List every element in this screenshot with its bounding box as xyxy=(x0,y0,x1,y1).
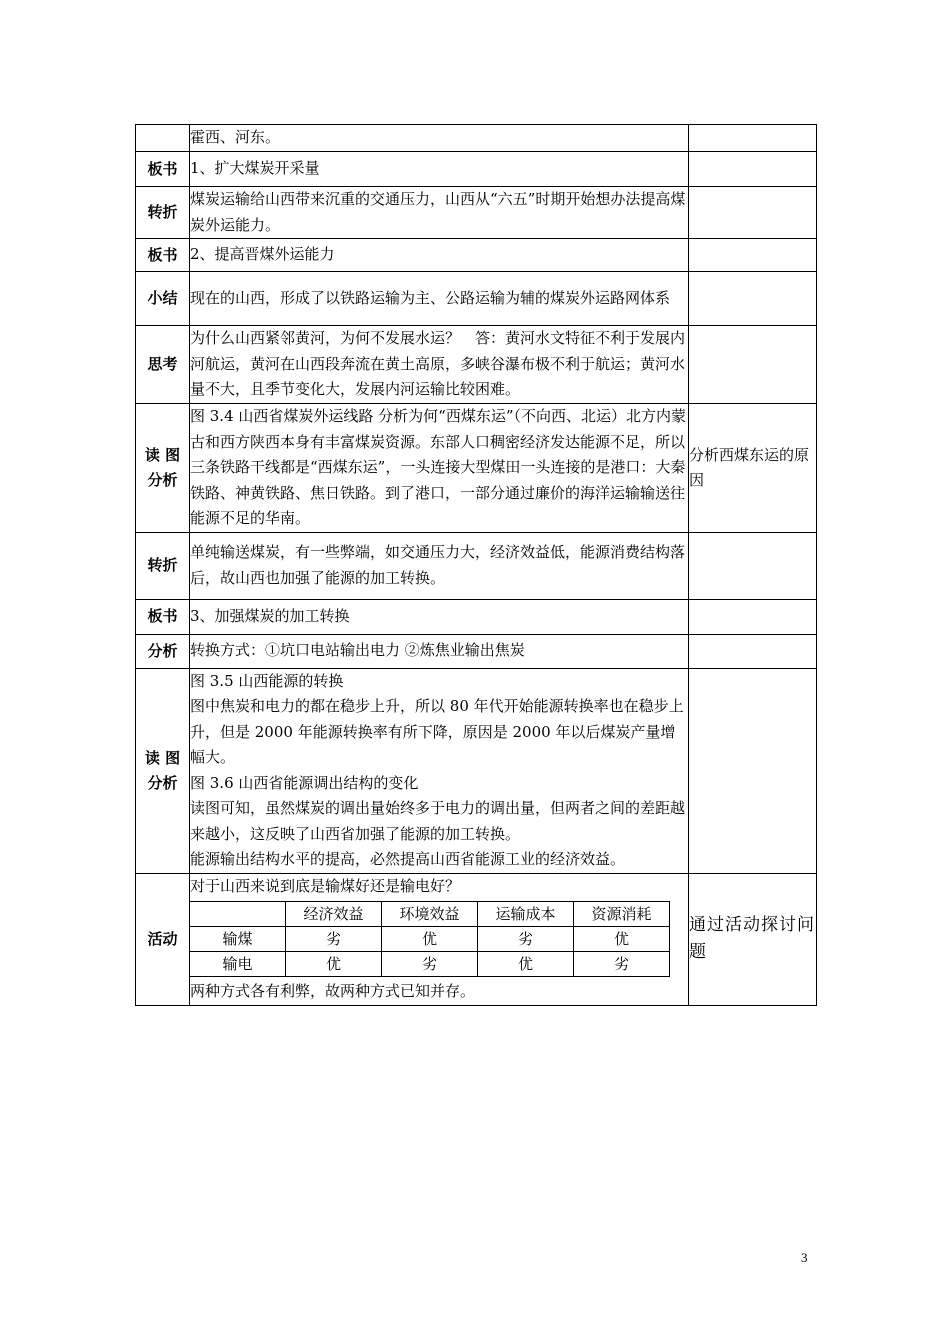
row-label: 小结 xyxy=(136,272,190,326)
table-cell: 优 xyxy=(286,952,382,977)
content-text: 2、提高晋煤外运能力 xyxy=(190,245,335,264)
content-text: 单纯输送煤炭，有一些弊端，如交通压力大，经济效益低，能源消费结构落后，故山西也加强了能源的加工转换。 xyxy=(190,543,686,587)
row-label: 思考 xyxy=(136,326,190,404)
row-label: 分析 xyxy=(136,634,190,668)
figure-caption: 图 3.6 山西省能源调出结构的变化 xyxy=(190,773,419,792)
row-label: 板书 xyxy=(136,239,190,272)
header-cell: 经济效益 xyxy=(286,902,382,927)
table-cell: 劣 xyxy=(382,952,478,977)
row-content xyxy=(190,187,689,239)
row-note xyxy=(689,152,817,187)
row-label: 转折 xyxy=(136,187,190,239)
header-cell: 资源消耗 xyxy=(574,902,670,927)
activity-comparison-table xyxy=(189,901,670,977)
row-label: 板书 xyxy=(136,152,190,187)
content-text: 1、扩大煤炭开采量 xyxy=(190,159,320,178)
table-row xyxy=(190,927,670,952)
row-note xyxy=(689,634,817,668)
table-cell: 输煤 xyxy=(190,927,286,952)
row-content xyxy=(190,326,689,404)
table-cell: 优 xyxy=(574,927,670,952)
header-cell: 运输成本 xyxy=(478,902,574,927)
table-row xyxy=(136,272,817,326)
table-row xyxy=(136,404,817,533)
table-header-row xyxy=(190,902,670,927)
table-cell: 输电 xyxy=(190,952,286,977)
table-row xyxy=(136,152,817,187)
header-cell: 环境效益 xyxy=(382,902,478,927)
header-cell xyxy=(190,902,286,927)
row-note xyxy=(689,187,817,239)
row-label: 读 图 分析 xyxy=(136,668,190,873)
table-cell: 劣 xyxy=(286,927,382,952)
row-content xyxy=(190,239,689,272)
activity-question: 对于山西来说到底是输煤好还是输电好？ xyxy=(190,876,461,895)
row-label xyxy=(136,125,190,152)
table-row xyxy=(136,873,817,1005)
row-note: 分析西煤东运的原因 xyxy=(689,404,817,533)
table-row xyxy=(136,187,817,239)
table-row xyxy=(136,599,817,634)
content-text: 霍西、河东。 xyxy=(190,128,281,147)
table-cell: 优 xyxy=(478,952,574,977)
table-row xyxy=(136,239,817,272)
row-label: 转折 xyxy=(136,532,190,599)
figure-caption: 图 3.5 山西能源的转换 xyxy=(190,671,344,690)
row-content xyxy=(190,125,689,152)
content-text: 图 3.4 山西省煤炭外运线路 分析为何“西煤东运”（不向西、北运）北方内蒙古和西方陕西本身有丰富煤炭资源。东部人口稠密经济发达能源不足，所以三条铁路干线都是“西煤东运”，一头连接大型煤田一头连接的是港口：大秦铁路、神黄铁路、焦日铁路。到了港口，一部分通过廉价的海洋运输输送往能源不足的华南。 xyxy=(190,407,686,527)
row-content xyxy=(190,668,689,873)
content-text: 图中焦炭和电力的都在稳步上升，所以 80 年代开始能源转换率也在稳步上升，但是 2000 年能源转换率有所下降，原因是 2000 年以后煤炭产量增幅大。 xyxy=(190,697,684,766)
row-content xyxy=(190,272,689,326)
content-text: 3、加强煤炭的加工转换 xyxy=(190,606,350,625)
activity-conclusion: 两种方式各有利弊，故两种方式已知并存。 xyxy=(190,982,476,1000)
table-row xyxy=(136,326,817,404)
table-cell: 优 xyxy=(382,927,478,952)
row-note xyxy=(689,599,817,634)
row-note xyxy=(689,125,817,152)
table-cell: 劣 xyxy=(478,927,574,952)
row-content xyxy=(190,404,689,533)
table-row xyxy=(136,634,817,668)
content-text: 能源输出结构水平的提高，必然提高山西省能源工业的经济效益。 xyxy=(190,850,626,868)
content-text: 煤炭运输给山西带来沉重的交通压力，山西从“六五”时期开始想办法提高煤炭外运能力。 xyxy=(190,190,686,234)
row-note xyxy=(689,239,817,272)
content-text: 为什么山西紧邻黄河，为何不发展水运？ 答：黄河水文特征不利于发展内河航运，黄河在山西段奔流在黄土高原，多峡谷瀑布极不利于航运；黄河水量不大，且季节变化大，发展内河运输比较困难。 xyxy=(190,329,686,399)
row-content xyxy=(190,152,689,187)
row-note: 通过活动探讨问题 xyxy=(689,873,817,1005)
row-note xyxy=(689,668,817,873)
row-content xyxy=(190,634,689,668)
row-content xyxy=(190,532,689,599)
content-text: 现在的山西，形成了以铁路运输为主、公路运输为辅的煤炭外运路网体系 xyxy=(190,288,671,307)
content-text: 读图可知，虽然煤炭的调出量始终多于电力的调出量，但两者之间的差距越来越小，这反映了山西省加强了能源的加工转换。 xyxy=(190,799,686,843)
table-cell: 劣 xyxy=(574,952,670,977)
content-text: 转换方式：①坑口电站输出电力 ②炼焦业输出焦炭 xyxy=(190,641,525,660)
lesson-table xyxy=(135,124,817,1006)
row-note xyxy=(689,326,817,404)
table-row xyxy=(190,952,670,977)
row-label: 读 图 分析 xyxy=(136,404,190,533)
row-note xyxy=(689,272,817,326)
row-content xyxy=(190,873,689,1005)
row-note xyxy=(689,532,817,599)
table-row xyxy=(136,668,817,873)
page-number: 3 xyxy=(801,1250,808,1265)
row-label: 活动 xyxy=(136,873,190,1005)
row-content xyxy=(190,599,689,634)
table-row xyxy=(136,532,817,599)
row-label: 板书 xyxy=(136,599,190,634)
table-row xyxy=(136,125,817,152)
